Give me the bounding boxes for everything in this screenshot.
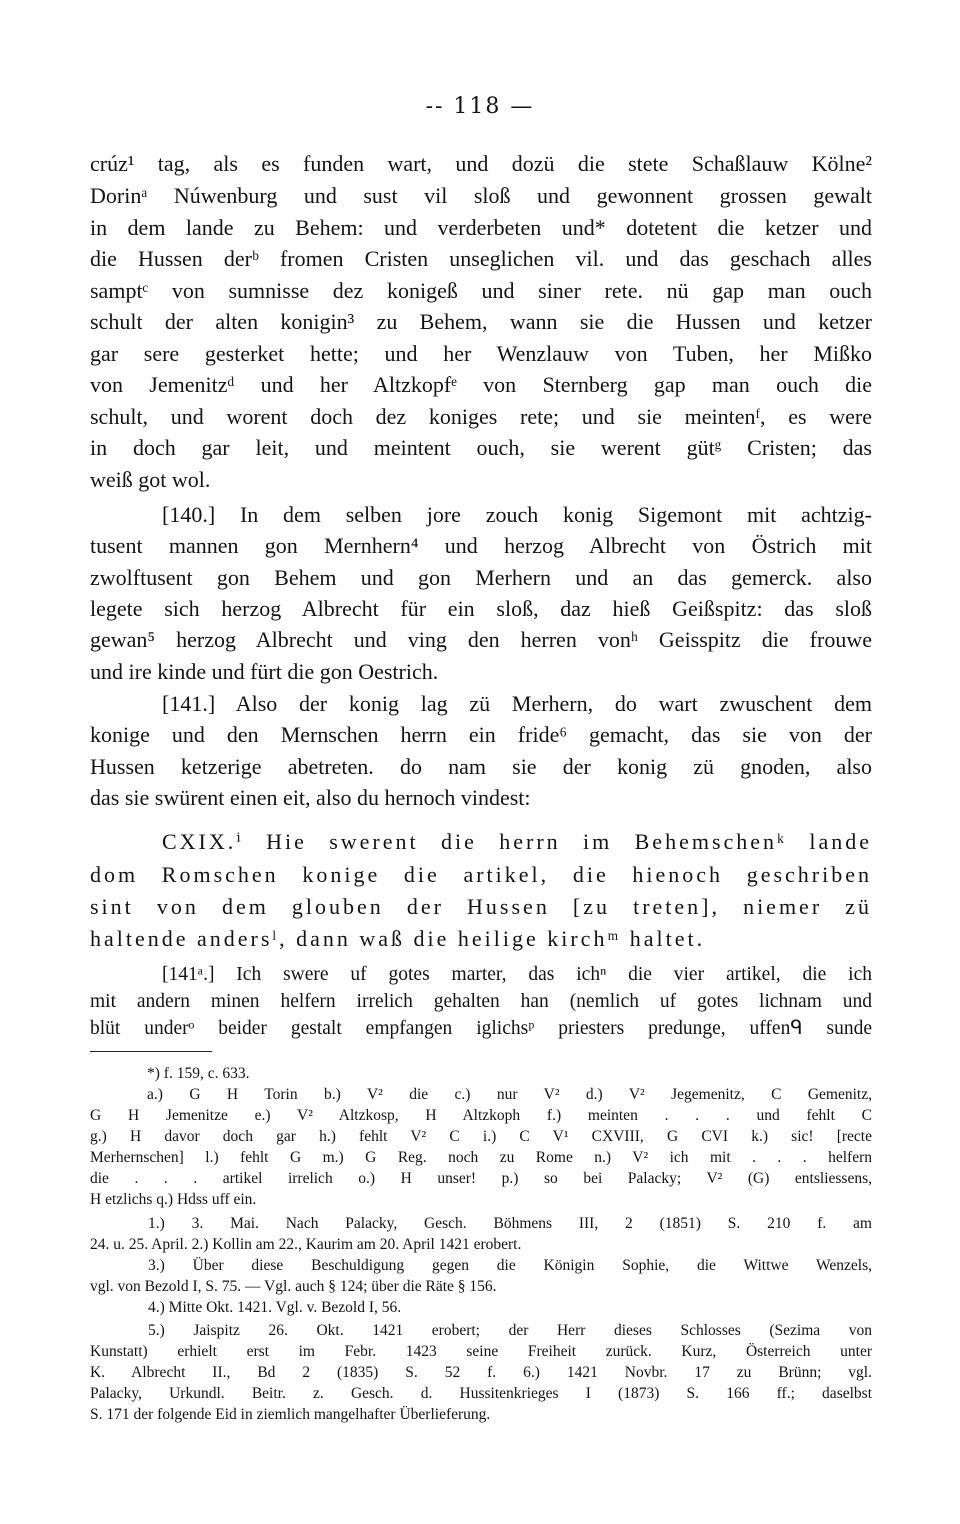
heading-line: CXIX.ⁱ Hie swerent die herrn im Behemschenᵏ lande (162, 829, 872, 854)
text-line: [141ᵃ.] Ich swere uf gotes marter, das ichⁿ die vier artikel, die ich (162, 964, 872, 985)
text-line: Dorinᵃ Núwenburg und sust vil sloß und gewonnent grossen gewalt (90, 183, 872, 208)
footnote-line: a.) G H Torin b.) V² die c.) nur V² d.) V² Jegemenitz, C Gemenitz, (147, 1086, 872, 1103)
heading-line: sint von dem glouben der Hussen [zu treten], niemer zü (90, 894, 872, 919)
text-line: in dem lande zu Behem: und verderbeten und* dotetent die ketzer und (90, 215, 872, 240)
footnote-line: vgl. von Bezold I, S. 75. — Vgl. auch § 124; über die Räte § 156. (90, 1278, 497, 1295)
footnote-line: 3.) Über diese Beschuldigung gegen die Königin Sophie, die Wittwe Wenzels, (148, 1257, 872, 1274)
footnote-line: Kunstatt) erhielt erst im Febr. 1423 seine Freiheit zurück. Kurz, Österreich unter (90, 1343, 872, 1360)
footnote-line: 5.) Jaispitz 26. Okt. 1421 erobert; der Herr dieses Schlosses (Sezima von (148, 1322, 872, 1339)
text-line: in doch gar leit, und meintent ouch, sie werent gütᵍ Cristen; das (90, 435, 872, 460)
text-line: legete sich herzog Albrecht für ein sloß, daz hieß Geißspitz: das sloß (90, 596, 872, 621)
footnote-line: H etzlichs q.) Hdss uff ein. (90, 1191, 257, 1208)
footnote-line: Palacky, Urkundl. Beitr. z. Gesch. d. Hussitenkrieges I (1873) S. 166 ff.; daselbst (90, 1385, 872, 1402)
text-line: tusent mannen gon Mernhern⁴ und herzog Albrecht von Östrich mit (90, 533, 872, 558)
page-number: -- 118 — (425, 94, 535, 119)
footnote-line: g.) H davor doch gar h.) fehlt V² C i.) C V¹ CXVIII, G CVI k.) sic! [recte (90, 1128, 872, 1145)
text-line: samptᶜ von sumnisse dez konigeß und siner rete. nü gap man ouch (90, 278, 872, 303)
text-line: schult, und worent doch dez koniges rete; und sie meintenᶠ, es were (90, 404, 872, 429)
footnote-line: 4.) Mitte Okt. 1421. Vgl. v. Bezold I, 56. (148, 1299, 402, 1316)
footnote-line: K. Albrecht II., Bd 2 (1835) S. 52 f. 6.) 1421 Novbr. 17 zu Brünn; vgl. (90, 1364, 872, 1381)
text-line: [140.] In dem selben jore zouch konig Sigemont mit achtzig- (162, 502, 872, 527)
text-line: crúz¹ tag, als es funden wart, und dozü die stete Schaßlauw Kölne² (90, 151, 872, 176)
footnote-divider (90, 1051, 212, 1052)
text-line: [141.] Also der konig lag zü Merhern, do wart zwuschent dem (162, 691, 872, 716)
footnote-line: S. 171 der folgende Eid in ziemlich mangelhafter Überlieferung. (90, 1406, 491, 1423)
footnote-line: G H Jemenitze e.) V² Altzkosp, H Altzkoph f.) meinten . . . und fehlt C (90, 1107, 872, 1124)
text-line: Hussen ketzerige abetreten. do nam sie der konig zü gnoden, also (90, 754, 872, 779)
text-line: und ire kinde und fürt die gon Oestrich. (90, 659, 439, 684)
heading-line: haltende andersˡ, dann waß die heilige kirchᵐ haltet. (90, 926, 706, 951)
text-line: das sie swürent einen eit, also du hernoch vindest: (90, 785, 531, 810)
text-line: mit andern minen helfern irrelich gehalten han (nemlich uf gotes lichnam und (90, 991, 872, 1012)
text-line: schult der alten konigin³ zu Behem, wann sie die Hussen und ketzer (90, 309, 872, 334)
text-line: gewan⁵ herzog Albrecht und ving den herren vonʰ Geisspitz die frouwe (90, 627, 872, 652)
footnote-line: Merhernschen] l.) fehlt G m.) G Reg. noch zu Rome n.) V² ich mit . . . helfern (90, 1149, 872, 1166)
footnote-line: *) f. 159, c. 633. (147, 1065, 250, 1082)
text-line: weiß got wol. (90, 467, 211, 492)
text-line: gar sere gesterket hette; und her Wenzlauw von Tuben, her Mißko (90, 341, 872, 366)
heading-line: dom Romschen konige die artikel, die hienoch geschriben (90, 862, 872, 887)
text-line: die Hussen derᵇ fromen Cristen unseglichen vil. und das geschach alles (90, 246, 872, 271)
text-line: konige und den Mernschen herrn ein fride⁶ gemacht, das sie von der (90, 722, 872, 747)
text-line: blüt underᵒ beider gestalt empfangen iglichsᵖ priesters predunge, uffenᑫ sunde (90, 1018, 872, 1039)
text-line: von Jemenitzᵈ und her Altzkopfᵉ von Sternberg gap man ouch die (90, 372, 872, 397)
footnote-line: 1.) 3. Mai. Nach Palacky, Gesch. Böhmens III, 2 (1851) S. 210 f. am (148, 1215, 872, 1232)
footnote-line: 24. u. 25. April. 2.) Kollin am 22., Kaurim am 20. April 1421 erobert. (90, 1236, 522, 1253)
text-line: zwolftusent gon Behem und gon Merhern und an das gemerck. also (90, 565, 872, 590)
footnote-line: die . . . artikel irrelich o.) H unser! p.) so bei Palacky; V² (G) entsliessens, (90, 1170, 872, 1187)
